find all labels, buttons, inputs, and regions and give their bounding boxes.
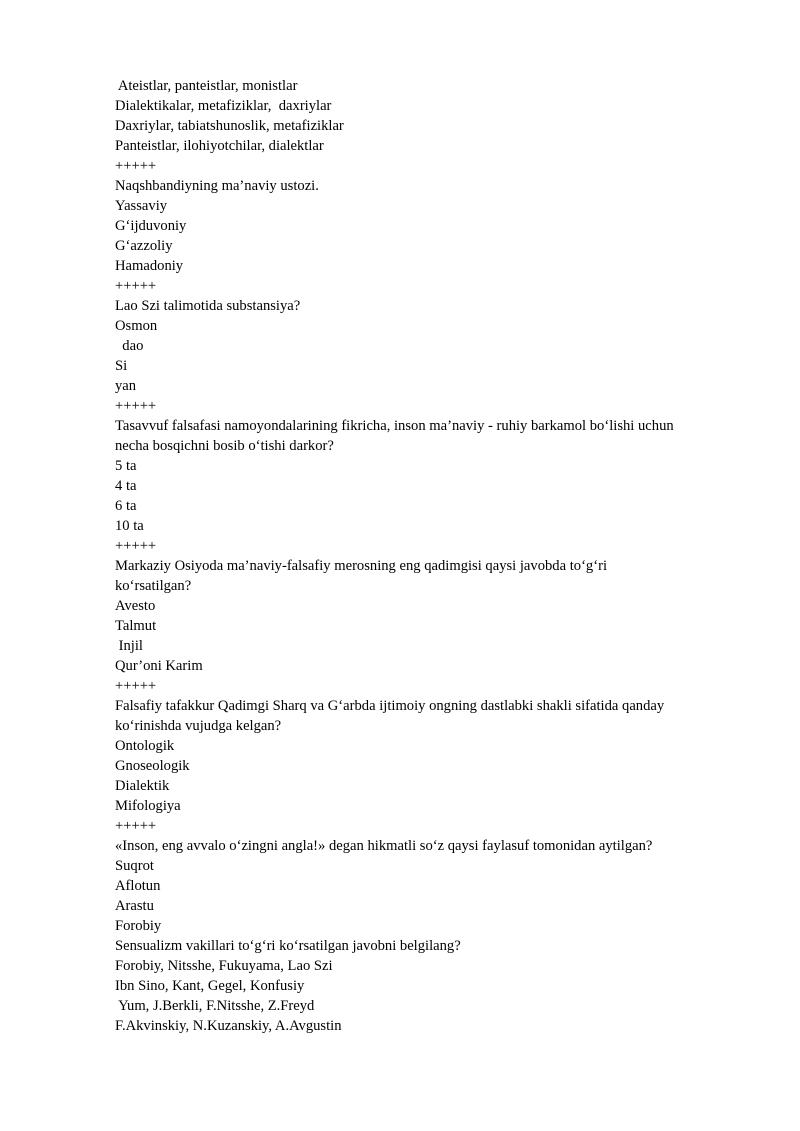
answer-line: dao xyxy=(115,338,144,354)
answer-line: Ontologik xyxy=(115,738,175,754)
answer-line: G‘azzoliy xyxy=(115,238,173,254)
question-line: Falsafiy tafakkur Qadimgi Sharq va G‘arbda ijtimoiy ongning dastlabki shakli sifatida qanday xyxy=(115,698,665,714)
question-line: necha bosqichni bosib o‘tishi darkor? xyxy=(115,438,334,454)
answer-line: Si xyxy=(115,358,128,374)
answer-line: Forobiy xyxy=(115,918,162,934)
answer-line: Mifologiya xyxy=(115,798,181,814)
answer-line: G‘ijduvoniy xyxy=(115,218,187,234)
answer-line: Aflotun xyxy=(115,878,161,894)
question-line: Sensualizm vakillari to‘g‘ri ko‘rsatilgan javobni belgilang? xyxy=(115,938,461,954)
answer-line: Yum, J.Berkli, F.Nitsshe, Z.Freyd xyxy=(115,998,315,1014)
separator-line: +++++ xyxy=(115,278,157,294)
question-line: Naqshbandiyning ma’naviy ustozi. xyxy=(115,178,319,194)
answer-line: 10 ta xyxy=(115,518,144,534)
answer-line: Avesto xyxy=(115,598,156,614)
question-line: Tasavvuf falsafasi namoyondalarining fikricha, inson ma’naviy - ruhiy barkamol bo‘lishi uchun xyxy=(115,418,674,434)
question-line: «Inson, eng avvalo o‘zingni angla!» degan hikmatli so‘z qaysi faylasuf tomonidan aytilgan? xyxy=(115,838,653,854)
question-line: ko‘rsatilgan? xyxy=(115,578,192,594)
answer-line: Gnoseologik xyxy=(115,758,190,774)
answer-line: 6 ta xyxy=(115,498,137,514)
separator-line: +++++ xyxy=(115,398,157,414)
answer-line: Ibn Sino, Kant, Gegel, Konfusiy xyxy=(115,978,305,994)
answer-line: 4 ta xyxy=(115,478,137,494)
separator-line: +++++ xyxy=(115,678,157,694)
text-line: Dialektikalar, metafiziklar, daxriylar xyxy=(115,98,332,114)
answer-line: Arastu xyxy=(115,898,154,914)
separator-line: +++++ xyxy=(115,538,157,554)
question-line: Markaziy Osiyoda ma’naviy-falsafiy merosning eng qadimgisi qaysi javobda to‘g‘ri xyxy=(115,558,608,574)
answer-line: Suqrot xyxy=(115,858,154,874)
question-line: ko‘rinishda vujudga kelgan? xyxy=(115,718,282,734)
answer-line: Hamadoniy xyxy=(115,258,184,274)
document-page xyxy=(115,76,740,1036)
text-line: Daxriylar, tabiatshunoslik, metafiziklar xyxy=(115,118,344,134)
answer-line: Injil xyxy=(115,638,143,654)
text-line: Panteistlar, ilohiyotchilar, dialektlar xyxy=(115,138,324,154)
separator-line: +++++ xyxy=(115,818,157,834)
answer-line: F.Akvinskiy, N.Kuzanskiy, A.Avgustin xyxy=(115,1018,342,1034)
answer-line: yan xyxy=(115,378,137,394)
answer-line: Osmon xyxy=(115,318,158,334)
answer-line: 5 ta xyxy=(115,458,137,474)
answer-line: Forobiy, Nitsshe, Fukuyama, Lao Szi xyxy=(115,958,333,974)
answer-line: Dialektik xyxy=(115,778,170,794)
answer-line: Yassaviy xyxy=(115,198,168,214)
text-line: Ateistlar, panteistlar, monistlar xyxy=(115,78,298,94)
question-line: Lao Szi talimotida substansiya? xyxy=(115,298,301,314)
separator-line: +++++ xyxy=(115,158,157,174)
answer-line: Talmut xyxy=(115,618,157,634)
answer-line: Qur’oni Karim xyxy=(115,658,203,674)
